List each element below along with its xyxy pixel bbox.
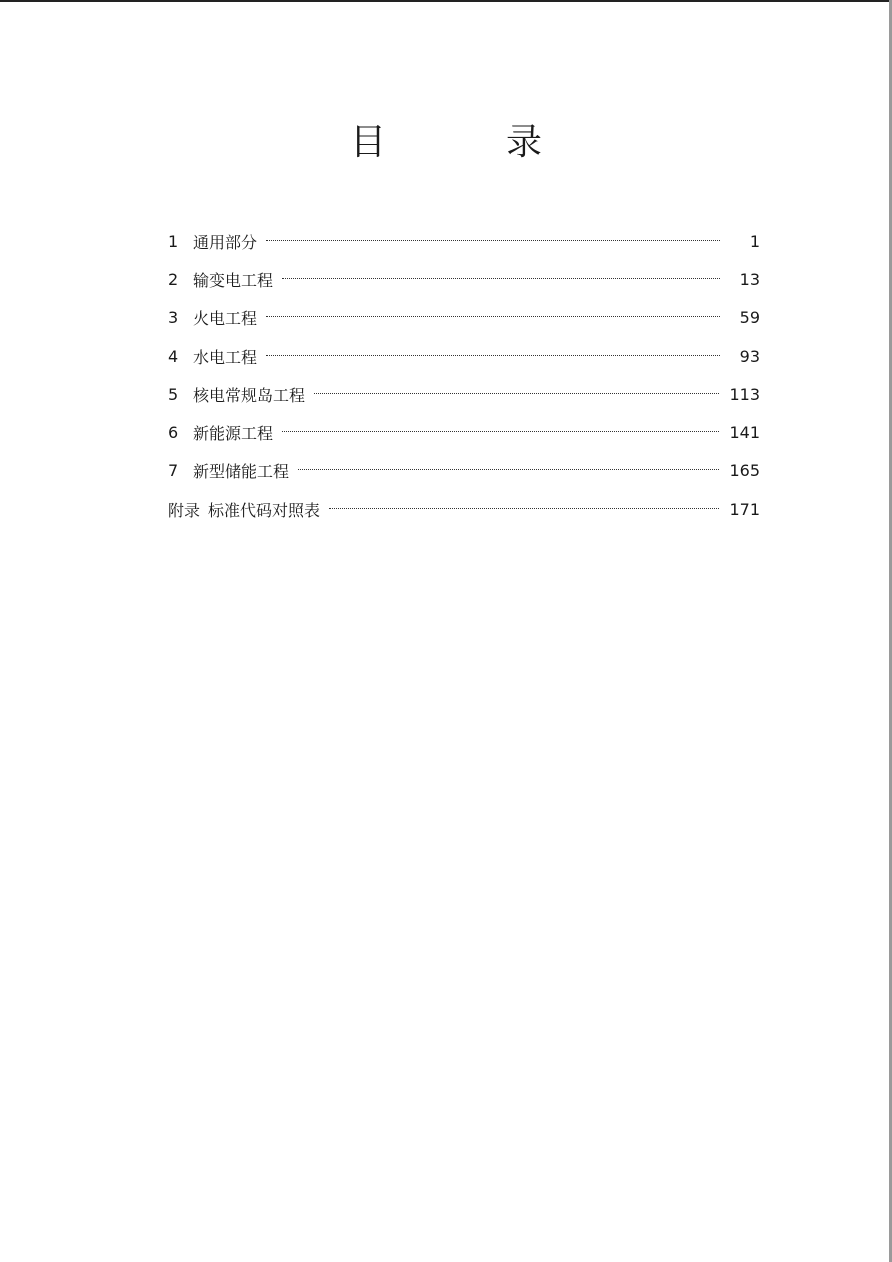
toc-entry-page[interactable]: 93 — [739, 346, 760, 366]
toc-entry-page[interactable]: 13 — [739, 269, 760, 289]
top-border-line — [0, 0, 892, 2]
toc-entry-page[interactable]: 141 — [729, 423, 760, 443]
toc-entry-number: 附录 — [168, 500, 201, 520]
dot-leader — [329, 508, 719, 509]
toc-entry-page[interactable]: 113 — [729, 384, 760, 404]
toc-entry-page[interactable]: 1 — [749, 231, 760, 251]
toc-entry-thermal-power[interactable] — [168, 299, 760, 337]
toc-entry-title[interactable]: 新型储能工程 — [193, 462, 290, 482]
toc-entry-number: 5 — [168, 384, 179, 404]
toc-entry-new-energy[interactable] — [168, 413, 760, 451]
toc-entry-transmission[interactable] — [168, 260, 760, 298]
table-of-contents — [168, 222, 760, 528]
toc-entry-energy-storage[interactable] — [168, 452, 760, 490]
toc-entry-title[interactable]: 通用部分 — [193, 232, 258, 252]
toc-entry-title[interactable]: 输变电工程 — [193, 270, 274, 290]
toc-entry-nuclear-conventional-island[interactable] — [168, 375, 760, 413]
dot-leader — [282, 431, 719, 432]
toc-entry-page[interactable]: 165 — [729, 461, 760, 481]
toc-entry-title[interactable]: 核电常规岛工程 — [193, 385, 306, 405]
toc-entry-page[interactable]: 171 — [729, 499, 760, 519]
page-title: 目 录 — [349, 122, 584, 163]
dot-leader — [266, 316, 720, 317]
dot-leader — [282, 278, 720, 279]
toc-entry-number: 4 — [168, 346, 179, 366]
dot-leader — [314, 393, 719, 394]
toc-entry-title[interactable]: 水电工程 — [193, 347, 258, 367]
toc-entry-number: 2 — [168, 269, 179, 289]
toc-entry-title[interactable]: 标准代码对照表 — [208, 500, 321, 520]
toc-entry-general[interactable] — [168, 222, 760, 260]
dot-leader — [266, 355, 720, 356]
toc-entry-title[interactable]: 新能源工程 — [193, 424, 274, 444]
toc-entry-page[interactable]: 59 — [739, 308, 760, 328]
dot-leader — [298, 469, 719, 470]
toc-entry-number: 6 — [168, 423, 179, 443]
toc-entry-appendix[interactable] — [168, 490, 760, 528]
toc-entry-number: 7 — [168, 461, 179, 481]
toc-entry-number: 1 — [168, 231, 179, 251]
toc-entry-title[interactable]: 火电工程 — [193, 309, 258, 329]
dot-leader — [266, 240, 720, 241]
toc-entry-hydropower[interactable] — [168, 337, 760, 375]
toc-entry-number: 3 — [168, 308, 179, 328]
